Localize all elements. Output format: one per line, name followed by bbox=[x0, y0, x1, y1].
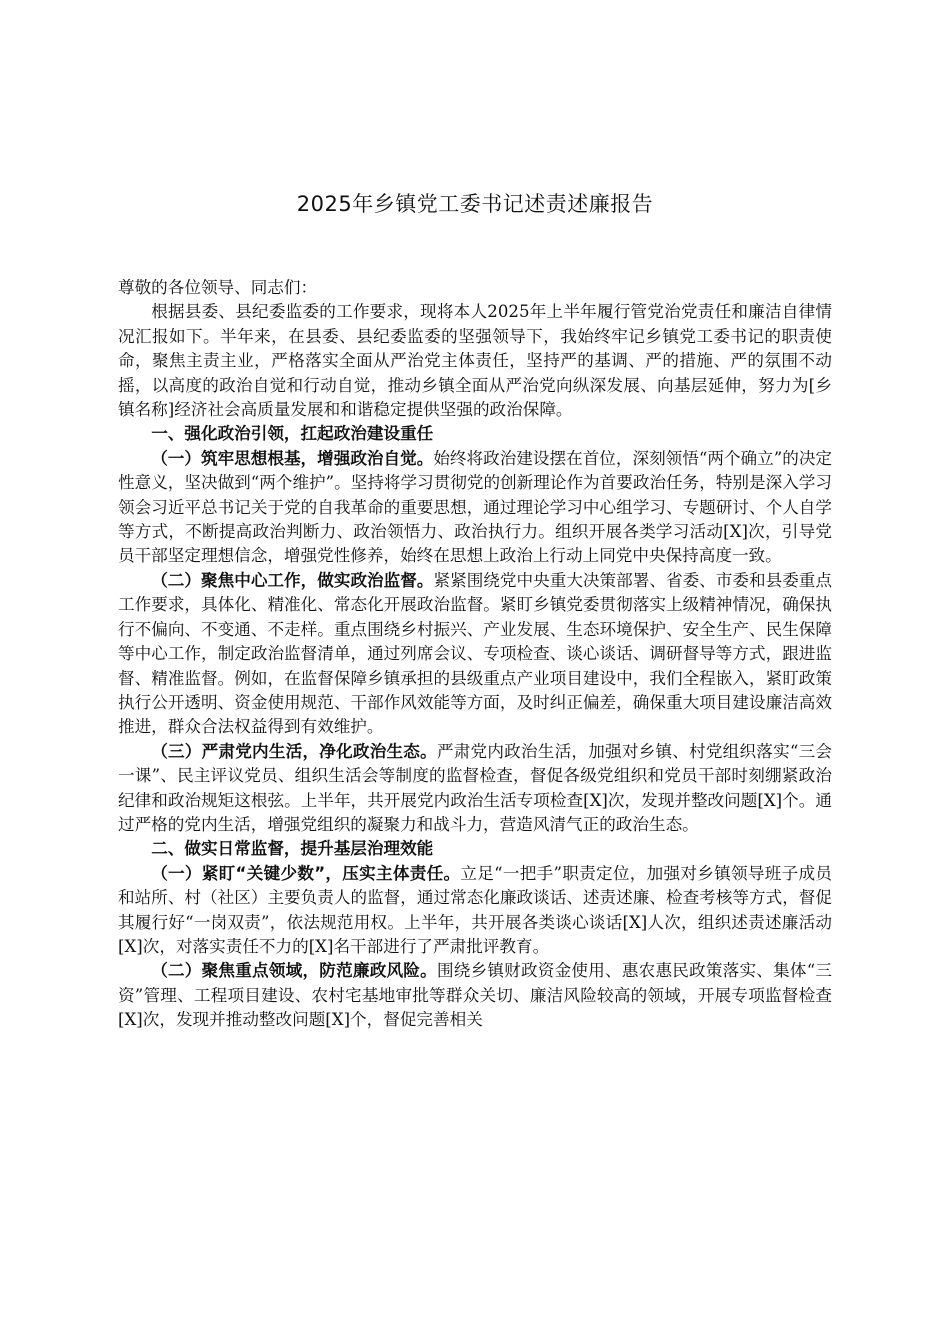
section-heading: 二、做实日常监督，提升基层治理效能 bbox=[151, 839, 434, 859]
paragraph-lead: （三）严肃党内生活，净化政治生态。 bbox=[151, 741, 437, 761]
paragraph-text: 围绕乡镇财政资金使用、惠农惠民政策落实、集体“三资”管理、工程项目建设、农村宅基地审批等群众关切、廉洁风险较高的领域，开展专项监督检查[X]次，发现并推动整改问题[X]个，督促完善相关 bbox=[118, 961, 833, 1030]
paragraph-text: 严肃党内政治生活，加强对乡镇、村党组织落实“三会一课”、民主评议党员、组织生活会等制度的监督检查，督促各级党组织和党员干部时刻绷紧政治纪律和政治规矩这根弦。上半年，共开展党内政治生活专项检查[X]次，发现并整改问题[X]个。通过严格的党内生活，增强党组织的凝聚力和战斗力，营造风清气正的政治生态。 bbox=[118, 741, 833, 834]
intro-paragraph: 根据县委、县纪委监委的工作要求，现将本人2025年上半年履行管党治党责任和廉洁自律情况汇报如下。半年来，在县委、县纪委监委的坚强领导下，我始终牢记乡镇党工委书记的职责使命，聚焦主责主业，严格落实全面从严治党主体责任，坚持严的基调、严的措施、严的氛围不动摇，以高度的政治自觉和行动自觉，推动乡镇全面从严治党向纵深发展、向基层延伸，努力为[乡镇名称]经济社会高质量发展和和谐稳定提供坚强的政治保障。 bbox=[118, 302, 832, 420]
paragraph-lead: （二）聚焦中心工作，做实政治监督。 bbox=[151, 570, 434, 590]
paragraph bbox=[118, 740, 832, 838]
paragraph-text: 立足“一把手”职责定位，加强对乡镇领导班子成员和站所、村（社区）主要负责人的监督，通过常态化廉政谈话、述责述廉、检查考核等方式，督促其履行好“一岗双责”，依法规范用权。上半年，共开展各类谈心谈话[X]人次，组织述责述廉活动[X]次，对落实责任不力的[X]名干部进行了严肃批评教育。 bbox=[118, 863, 833, 956]
paragraph-lead: （二）聚焦重点领域，防范廉政风险。 bbox=[151, 961, 437, 981]
paragraph bbox=[118, 959, 832, 1032]
paragraph-text: 紧紧围绕党中央重大决策部署、省委、市委和县委重点工作要求，具体化、精准化、常态化开展政治监督。紧盯乡镇党委贯彻落实上级精神情况，确保执行不偏向、不变通、不走样。重点围绕乡村振兴、产业发展、生态环境保护、安全生产、民生保障等中心工作，制定政治监督清单，通过列席会议、专项检查、谈心谈话、调研督导等方式，跟进监督、精准监督。例如，在监督保障乡镇承担的县级重点产业项目建设中，我们全程嵌入，紧盯政策执行公开透明、资金使用规范、干部作风效能等方面，及时纠正偏差，确保重大项目建设廉洁高效推进，群众合法权益得到有效维护。 bbox=[118, 570, 833, 737]
paragraph bbox=[118, 862, 832, 960]
section-heading: 一、强化政治引领，扛起政治建设重任 bbox=[151, 424, 434, 444]
paragraph-lead: （一）筑牢思想根基，增强政治自觉。 bbox=[151, 448, 434, 468]
document-body bbox=[118, 276, 832, 1033]
salutation: 尊敬的各位领导、同志们： bbox=[118, 278, 318, 297]
paragraph bbox=[118, 569, 832, 740]
document-title: 2025年乡镇党工委书记述责述廉报告 bbox=[296, 192, 654, 216]
paragraph bbox=[118, 447, 832, 569]
paragraph-lead: （一）紧盯“关键少数”，压实主体责任。 bbox=[151, 863, 461, 883]
paragraph-text: 始终将政治建设摆在首位，深刻领悟“两个确立”的决定性意义，坚决做到“两个维护”。坚持将学习贯彻党的创新理论作为首要政治任务，特别是深入学习领会习近平总书记关于党的自我革命的重要思想，通过理论学习中心组学习、专题研讨、个人自学等方式，不断提高政治判断力、政治领悟力、政治执行力。组织开展各类学习活动[X]次，引导党员干部坚定理想信念，增强党性修养，始终在思想上政治上行动上同党中央保持高度一致。 bbox=[118, 448, 833, 566]
